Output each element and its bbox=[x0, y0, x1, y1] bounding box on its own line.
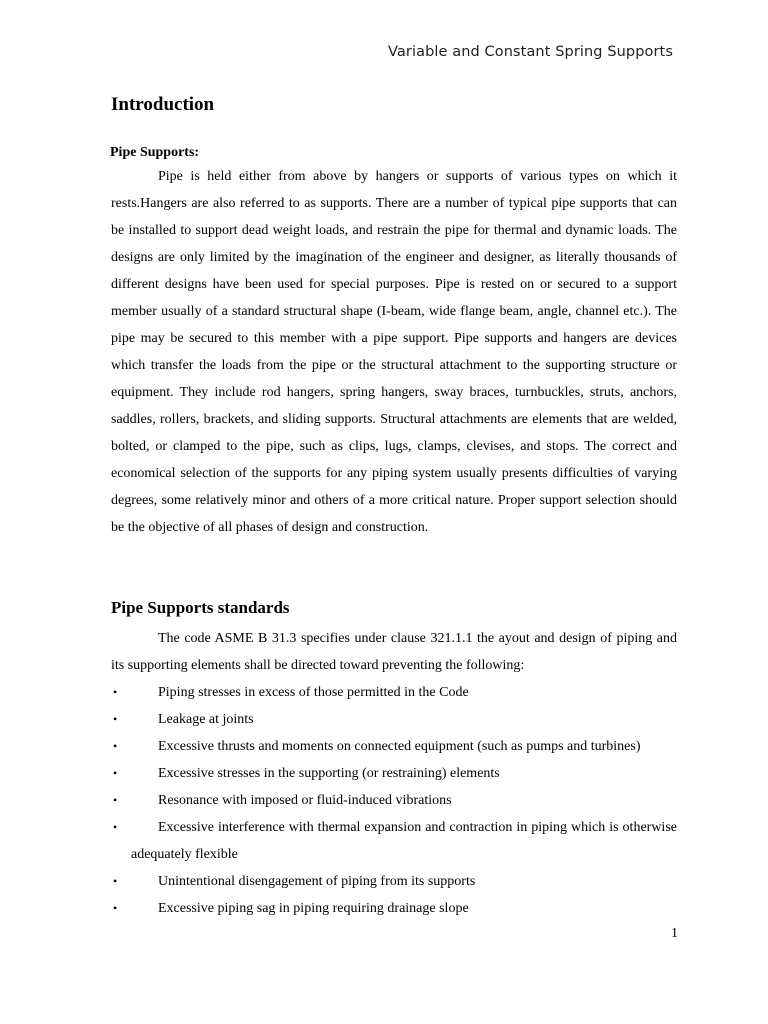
list-item: • Leakage at joints bbox=[111, 706, 677, 733]
standards-paragraph: The code ASME B 31.3 specifies under clause 321.1.1 the ayout and design of piping and its supporting elements shall be directed toward preventing the following: bbox=[111, 631, 677, 673]
intro-paragraph: Pipe is held either from above by hangers or supports of various types on which it rests.Hangers are also referred to as supports. There are a number of typical pipe supports that can be installed to support dead weight loads, and restrain the pipe for thermal and dynamic loads. The designs are only limited by the imagination of the engineer and designer, as literally thousands of different designs have been used for special purposes. Pipe is rested on or secured to a support member usually of a standard structural shape (I-beam, wide flange beam, angle, channel etc.). The pipe may be secured to this member with a pipe support. Pipe supports and hangers are devices which transfer the loads from the pipe or the structural attachment to the supporting structure or equipment. They include rod hangers, spring hangers, sway braces, turnbuckles, struts, anchors, saddles, rollers, brackets, and sliding supports. Structural attachments are elements that are welded, bolted, or clamped to the pipe, such as clips, lugs, clamps, clevises, and stops. The correct and economical selection of the supports for any piping system usually presents difficulties of varying degrees, some relatively minor and others of a more critical nature. Proper support selection should be the objective of all phases of design and construction. bbox=[111, 169, 677, 535]
bullet-icon: • bbox=[113, 874, 118, 888]
list-item: • Excessive piping sag in piping requiring drainage slope bbox=[111, 895, 677, 922]
bullet-icon: • bbox=[113, 685, 118, 699]
bullet-icon: • bbox=[113, 793, 118, 807]
standards-bullet-list bbox=[111, 679, 677, 922]
list-item: • Resonance with imposed or fluid-induced vibrations bbox=[111, 787, 677, 814]
list-item: • Excessive thrusts and moments on connected equipment (such as pumps and turbines) bbox=[111, 733, 677, 760]
bullet-icon: • bbox=[113, 739, 118, 753]
running-header: Variable and Constant Spring Supports bbox=[388, 44, 673, 60]
bullet-icon: • bbox=[113, 820, 118, 834]
list-item: • Excessive stresses in the supporting (or restraining) elements bbox=[111, 760, 677, 787]
list-item: • Piping stresses in excess of those permitted in the Code bbox=[111, 679, 677, 706]
section-heading-standards: Pipe Supports standards bbox=[111, 598, 290, 617]
bullet-icon: • bbox=[113, 901, 118, 915]
subheading-pipe-supports: Pipe Supports: bbox=[110, 145, 200, 160]
bullet-icon: • bbox=[113, 712, 118, 726]
list-item: • Unintentional disengagement of piping from its supports bbox=[111, 868, 677, 895]
section-heading-introduction: Introduction bbox=[111, 94, 215, 115]
bullet-icon: • bbox=[113, 766, 118, 780]
list-item: • Excessive interference with thermal expansion and contraction in piping which is otherwise adequately flexible bbox=[111, 814, 677, 868]
page-number: 1 bbox=[671, 926, 678, 941]
